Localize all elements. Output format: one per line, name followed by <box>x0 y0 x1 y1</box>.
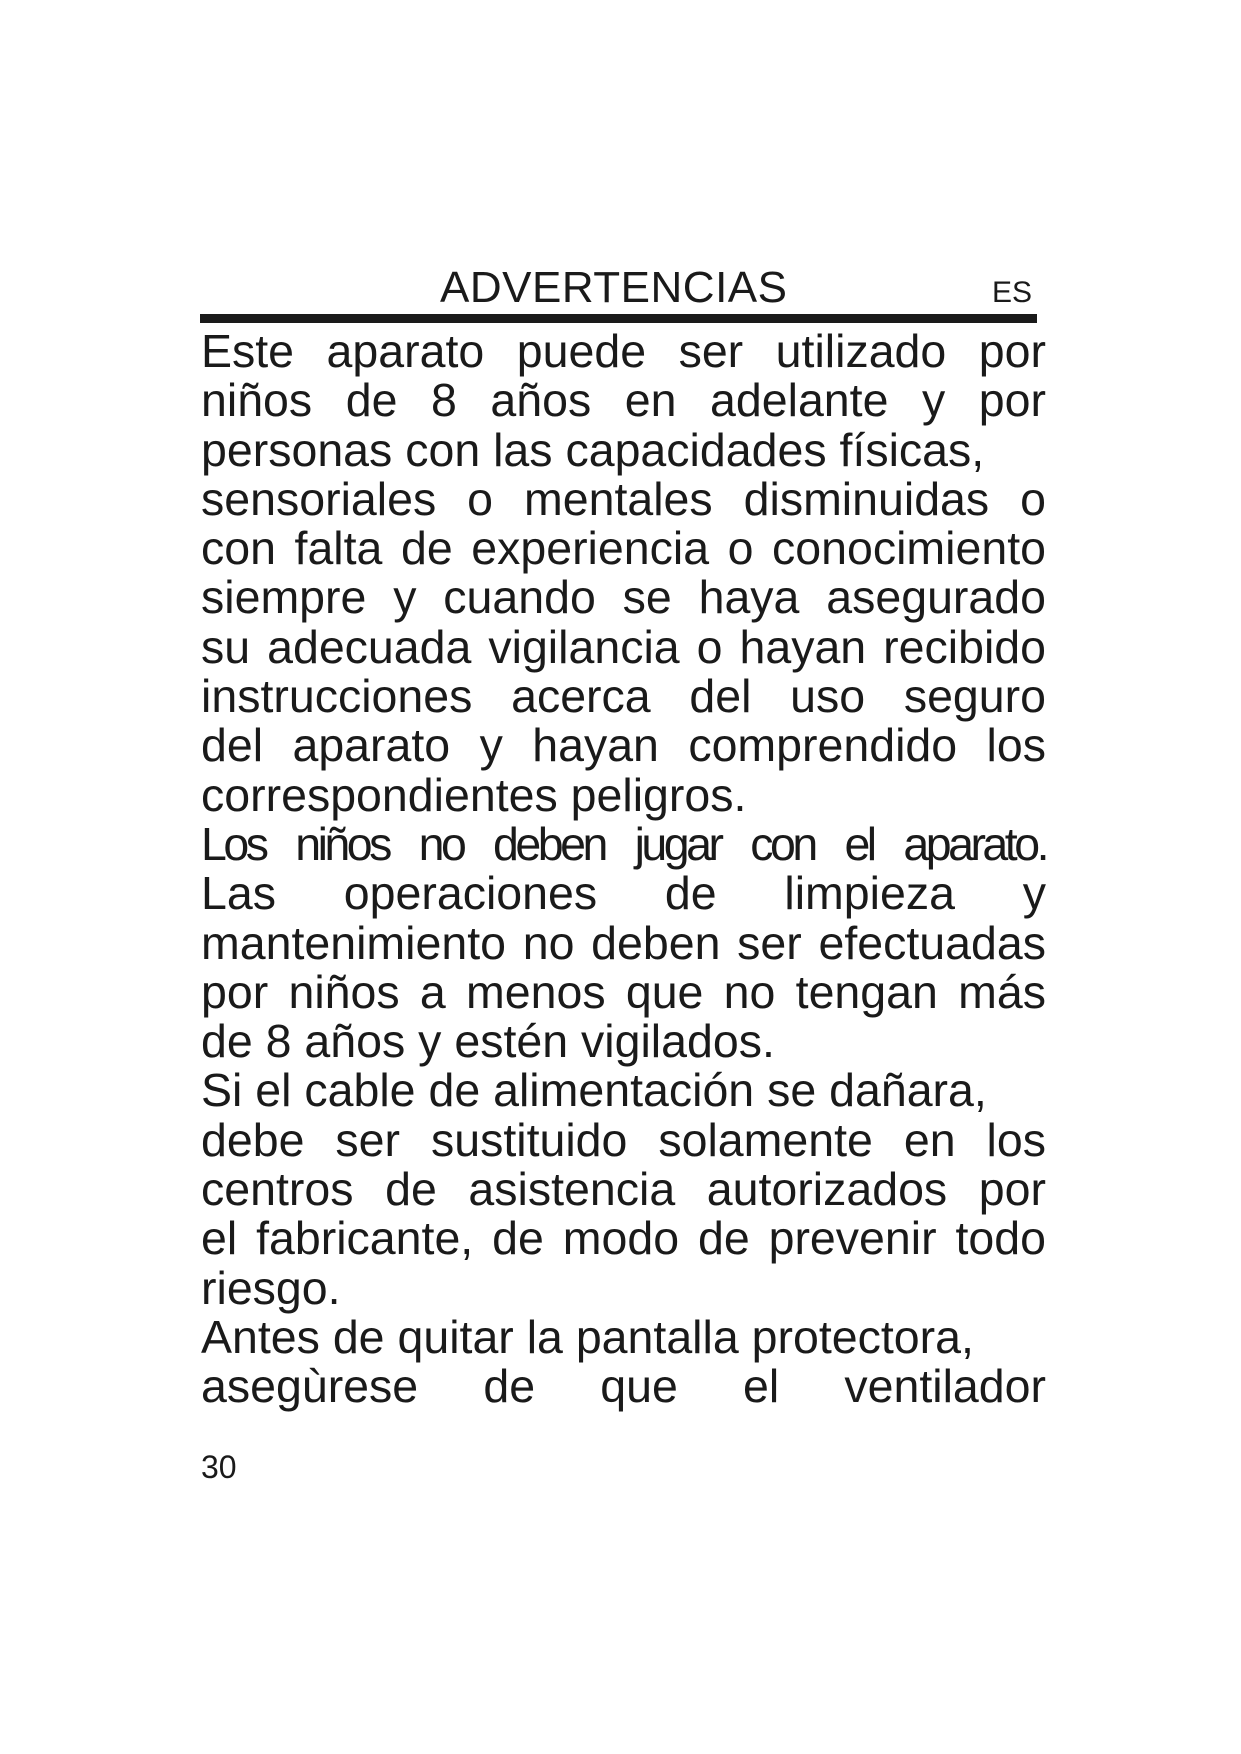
text-line: riesgo. <box>201 1261 341 1314</box>
text-line: de 8 años y estén vigilados. <box>201 1015 775 1068</box>
header-divider <box>200 314 1037 323</box>
text-line: niños de 8 años en adelante y por <box>201 374 1046 427</box>
text-line: del aparato y hayan comprendido los <box>201 719 1046 772</box>
text-line: el fabricante, de modo de prevenir todo <box>201 1212 1046 1265</box>
warnings-body <box>201 327 1046 1412</box>
text-line: centros de asistencia autorizados por <box>201 1163 1046 1216</box>
text-line: Este aparato puede ser utilizado por <box>201 325 1046 377</box>
text-line: por niños a menos que no tengan más <box>201 965 1046 1018</box>
text-line: debe ser sustituido solamente en los <box>201 1113 1046 1166</box>
text-line: correspondientes peligros. <box>201 768 747 821</box>
text-line: su adecuada vigilancia o hayan recibido <box>201 620 1046 673</box>
text-line: Antes de quitar la pantalla protectora, <box>201 1310 974 1363</box>
text-line: Los niños no deben jugar con el aparato. <box>201 817 1046 870</box>
text-line: instrucciones acerca del uso seguro <box>201 670 1046 723</box>
text-line: personas con las capacidades físicas, <box>201 423 985 476</box>
text-line: sensoriales o mentales disminuidas o <box>201 472 1046 525</box>
text-line: asegùrese de que el ventilador <box>201 1360 1046 1413</box>
text-line: Si el cable de alimentación se dañara, <box>201 1064 987 1117</box>
text-line: mantenimiento no deben ser efectuadas <box>201 916 1046 969</box>
text-line: con falta de experiencia o conocimiento <box>201 522 1046 575</box>
language-code: ES <box>992 276 1033 309</box>
text-line: Las operaciones de limpieza y <box>201 867 1046 920</box>
page-number: 30 <box>201 1449 237 1485</box>
text-line: siempre y cuando se haya asegurado <box>201 571 1046 624</box>
section-title: ADVERTENCIAS <box>440 263 788 312</box>
